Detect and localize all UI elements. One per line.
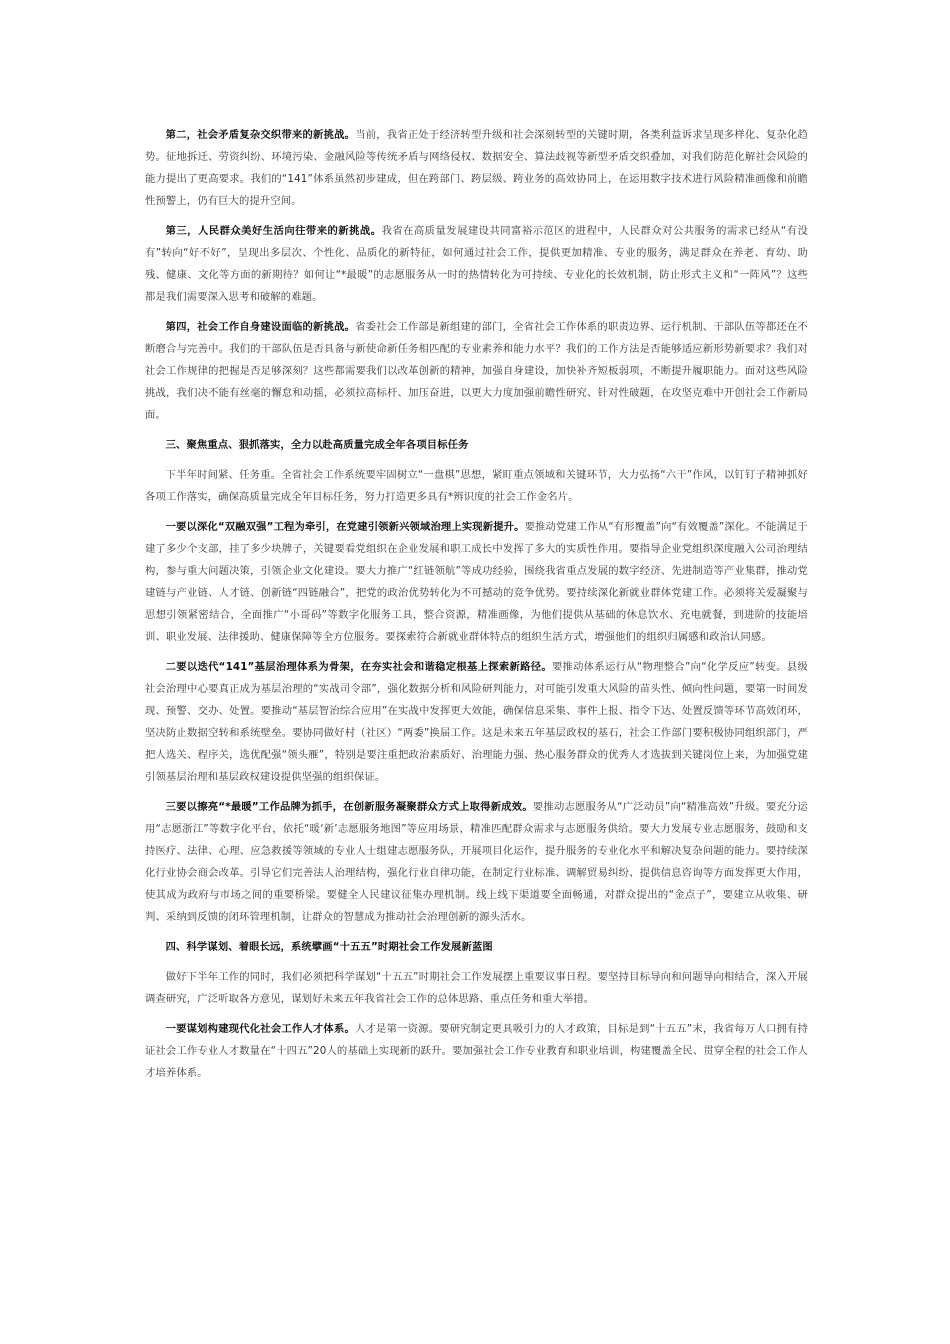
paragraph-lead: 一要以深化“双融双强”工程为牵引，在党建引领新兴领域治理上实现新提升。: [165, 521, 525, 533]
paragraph-lead: 第三，人民群众美好生活向往带来的新挑战。: [165, 225, 382, 237]
paragraph-challenge-2: [145, 124, 808, 212]
document-body: [145, 124, 808, 1092]
paragraph-text: 下半年时间紧、任务重。全省社会工作系统要牢固树立“一盘棋”思想，紧盯重点领域和关键环节，大力弘扬“六干”作风，以钉钉子精神抓好各项工作落实，确保高质量完成全年目标任务，努力打造更多具有*辨识度的社会工作金名片。: [145, 469, 808, 503]
paragraph-lead: 三要以擦亮“*最暖”工作品牌为抓手，在创新服务凝聚群众方式上取得新成效。: [165, 801, 533, 813]
paragraph-task-1: [145, 516, 808, 648]
paragraph-text: 要推动志愿服务从“广泛动员”向“精准高效”升级。要充分运用“志愿浙江”等数字化平台，依托“暖‘新’志愿服务地图”等应用场景，精准匹配群众需求与志愿服务供给。要大力发展专业志愿服务，鼓励和支持医疗、法律、心理、应急救援等领域的专业人士组建志愿服务队，开展项目化运作，提升服务的专业化水平和解决复杂问题的能力。要持续深化行业协会商会改革。引导它们完善法人治理结构，强化行业自律功能，在制定行业标准、调解贸易纠纷、提供信息咨询等方面发挥更大作用，使其成为政府与市场之间的重要桥梁。要健全人民建议征集办理机制。线上线下渠道要全面畅通，对群众提出的“金点子”，要建立从收集、研判、采纳到反馈的闭环管理机制，让群众的智慧成为推动社会治理创新的源头活水。: [145, 801, 808, 923]
paragraph-challenge-4: [145, 316, 808, 426]
paragraph-text: 做好下半年工作的同时，我们必须把科学谋划“十五五”时期社会工作发展摆上重要议事日程。要坚持目标导向和问题导向相结合，深入开展调查研究，广泛听取各方意见，谋划好未来五年我省社会工作的总体思路、重点任务和重大举措。: [145, 971, 808, 1005]
paragraph-text: 我省在高质量发展建设共同富裕示范区的进程中，人民群众对公共服务的需求已经从“有没有”转向“好不好”，呈现出多层次、个性化、品质化的新特征，如何通过社会工作，提供更加精准、专业的服务，满足群众在养老、育幼、助残、健康、文化等方面的新期待？如何让“*最暖”的志愿服务从一时的热情转化为可持续、专业化的长效机制，防止形式主义和“一阵风”？这些都是我们需要深入思考和破解的难题。: [145, 225, 808, 303]
paragraph-text: 人才是第一资源。要研究制定更具吸引力的人才政策，目标是到“十五五”末，我省每万人口拥有持证社会工作专业人才数量在“十四五”20人的基础上实现新的跃升。要加强社会工作专业教育和职业培训，构建覆盖全民、贯穿全程的社会工作人才培养体系。: [145, 1023, 808, 1079]
paragraph-lead: 一要谋划构建现代化社会工作人才体系。: [165, 1023, 355, 1035]
paragraph-section-3-intro: [145, 464, 808, 508]
paragraph-lead: 二要以迭代“141”基层治理体系为骨架，在夯实社会和谐稳定根基上探索新路径。: [165, 661, 552, 673]
paragraph-section-4-intro: [145, 966, 808, 1010]
section-heading-4: 四、科学谋划、着眼长远，系统擘画“十五五”时期社会工作发展新蓝图: [165, 941, 493, 953]
paragraph-text: 当前，我省正处于经济转型升级和社会深刻转型的关键时期，各类利益诉求呈现多样化、复杂化趋势。征地拆迁、劳资纠纷、环境污染、金融风险等传统矛盾与网络侵权、数据安全、算法歧视等新型矛盾交织叠加，对我们防范化解社会风险的能力提出了更高要求。我们的“141”体系虽然初步建成，但在跨部门、跨层级、跨业务的高效协同上，在运用数字技术进行风险精准画像和前瞻性预警上，仍有巨大的提升空间。: [145, 129, 808, 207]
paragraph-plan-1: [145, 1018, 808, 1084]
paragraph-text: 要推动体系运行从“物理整合”向“化学反应”转变。县级社会治理中心要真正成为基层治理的“实战司令部”，强化数据分析和风险研判能力，对可能引发重大风险的苗头性、倾向性问题，要第一时间发现、预警、交办、处置。要推动“基层智治综合应用”在实战中发挥更大效能，确保信息采集、事件上报、指令下达、处置反馈等环节高效闭环，坚决防止数据空转和系统壁垒。要协同做好村（社区）“两委”换届工作。这是未来五年基层政权的基石，社会工作部门要积极协同组织部门，严把人选关、程序关，选优配强“领头雁”，特别是要注重把政治素质好、治理能力强、热心服务群众的优秀人才选拔到关键岗位上来，为加强党建引领基层治理和基层政权建设提供坚强的组织保证。: [145, 661, 808, 783]
paragraph-lead: 第二，社会矛盾复杂交织带来的新挑战。: [165, 129, 356, 141]
paragraph-text: 省委社会工作部是新组建的部门，全省社会工作体系的职责边界、运行机制、干部队伍等都还在不断磨合与完善中。我们的干部队伍是否具备与新使命新任务相匹配的专业素养和能力水平？我们的工作方法是否能够适应新形势新要求？我们对社会工作规律的把握是否足够深刻？这些都需要我们以改革创新的精神，加强自身建设，加快补齐短板弱项，不断提升履职能力。面对这些风险挑战，我们决不能有丝毫的懈怠和动摇，必须拉高标杆、加压奋进，以更大力度加强前瞻性研究、针对性破题，在攻坚克难中开创社会工作新局面。: [145, 321, 808, 421]
paragraph-challenge-3: [145, 220, 808, 308]
paragraph-lead: 第四，社会工作自身建设面临的新挑战。: [165, 321, 356, 333]
paragraph-task-2: [145, 656, 808, 788]
section-heading-3: 三、聚焦重点、狠抓落实，全力以赴高质量完成全年各项目标任务: [165, 439, 469, 451]
paragraph-text: 要推动党建工作从“有形覆盖”向“有效覆盖”深化。不能满足于建了多少个支部，挂了多少块牌子，关键要看党组织在企业发展和职工成长中发挥了多大的实质性作用。要指导企业党组织深度融入公司治理结构，参与重大问题决策，引领企业文化建设。要大力推广“红链领航”等成功经验，围绕我省重点发展的数字经济、先进制造等产业集群，推动党建链与产业链、人才链、创新链“四链融合”，把党的政治优势转化为不可撼动的竞争优势。要持续深化新就业群体党建工作。必须将关爱凝聚与思想引领紧密结合，全面推广“小哥码”等数字化服务工具，整合资源，精准画像，为他们提供从基础的休息饮水、充电就餐，到进阶的技能培训、职业发展、法律援助、健康保障等全方位服务。要探索符合新就业群体特点的组织生活方式，增强他们的组织归属感和政治认同感。: [145, 521, 808, 643]
paragraph-task-3: [145, 796, 808, 928]
